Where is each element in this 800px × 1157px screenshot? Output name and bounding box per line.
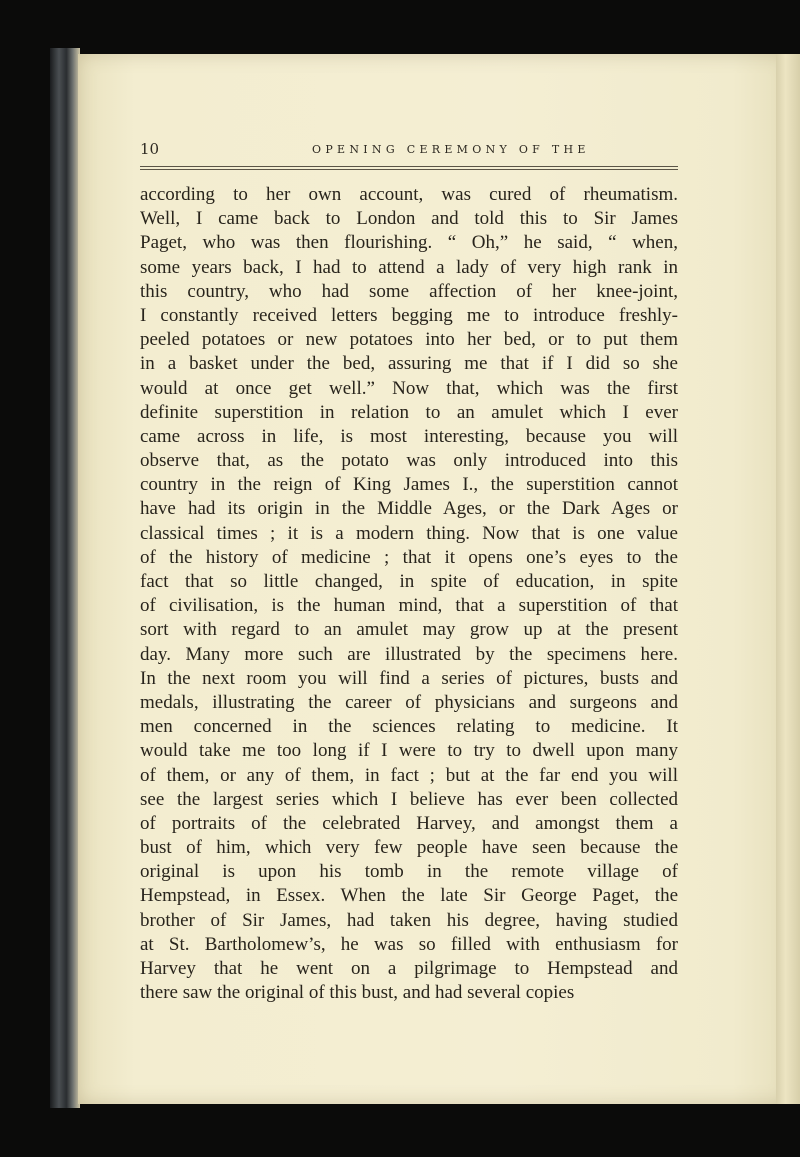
text-line: Harvey that he went on a pilgrimage to Hempstead and — [140, 958, 678, 979]
text-line: would take me too long if I were to try to dwell upon many — [140, 740, 678, 762]
text-line: would at once get well.” Now that, which was the first — [140, 377, 678, 399]
text-line: of civilisation, is the human mind, that a superstition of that — [140, 595, 678, 617]
text-line: observe that, as the potato was only introduced into this — [140, 450, 678, 472]
page-number: 10 — [140, 140, 160, 158]
text-line: some years back, I had to attend a lady of very high rank in — [140, 256, 678, 278]
text-line: of them, or any of them, in fact ; but at the far end you will — [140, 764, 678, 786]
text-line: Hempstead, in Essex. When the late Sir George Paget, the — [140, 885, 678, 907]
running-title: OPENING CEREMONY OF THE — [312, 143, 590, 156]
text-line: there saw the original of this bust, and had several copies — [140, 982, 575, 1004]
text-line: of portraits of the celebrated Harvey, and amongst them a — [140, 812, 678, 834]
page-edge — [776, 54, 800, 1104]
text-line: In the next room you will find a series of pictures, busts and — [140, 667, 678, 689]
text-line: day. Many more such are illustrated by the specimens here. — [140, 643, 678, 665]
text-line: I constantly received letters begging me to introduce freshly- — [140, 304, 678, 326]
text-line: see the largest series which I believe has ever been collected — [140, 788, 678, 810]
header-rule-top — [140, 166, 678, 167]
text-line: this country, who had some affection of her knee-joint, — [140, 280, 678, 302]
text-line: original is upon his tomb in the remote village of — [140, 861, 678, 883]
text-line: sort with regard to an amulet may grow up at the present — [140, 619, 678, 641]
text-line: came across in life, is most interesting, because you will — [140, 425, 678, 447]
text-line: Well, I came back to London and told this to Sir James — [140, 208, 678, 230]
body-text — [140, 183, 678, 1005]
text-line: in a basket under the bed, assuring me that if I did so she — [140, 353, 678, 375]
book-binding — [50, 48, 80, 1108]
text-line: country in the reign of King James I., the superstition cannot — [140, 474, 678, 496]
text-line: peeled potatoes or new potatoes into her bed, or to put them — [140, 329, 678, 351]
text-line: of the history of medicine ; that it opens one’s eyes to the — [140, 546, 678, 568]
header-rule-bottom — [140, 169, 678, 170]
text-line: brother of Sir James, had taken his degree, having studied — [140, 909, 678, 931]
text-line: according to her own account, was cured of rheumatism. — [140, 184, 678, 205]
text-line: Paget, who was then flourishing. “ Oh,” he said, “ when, — [140, 232, 678, 254]
text-line: fact that so little changed, in spite of education, in spite — [140, 571, 678, 592]
text-line: definite superstition in relation to an amulet which I ever — [140, 401, 678, 423]
text-line: at St. Bartholomew’s, he was so filled with enthusiasm for — [140, 933, 678, 955]
text-line: medals, illustrating the career of physicians and surgeons and — [140, 691, 678, 713]
page-header — [140, 140, 678, 162]
text-line: have had its origin in the Middle Ages, or the Dark Ages or — [140, 498, 678, 520]
text-line: bust of him, which very few people have seen because the — [140, 837, 678, 859]
text-line: men concerned in the sciences relating to medicine. It — [140, 716, 678, 738]
text-line: classical times ; it is a modern thing. Now that is one value — [140, 522, 678, 544]
